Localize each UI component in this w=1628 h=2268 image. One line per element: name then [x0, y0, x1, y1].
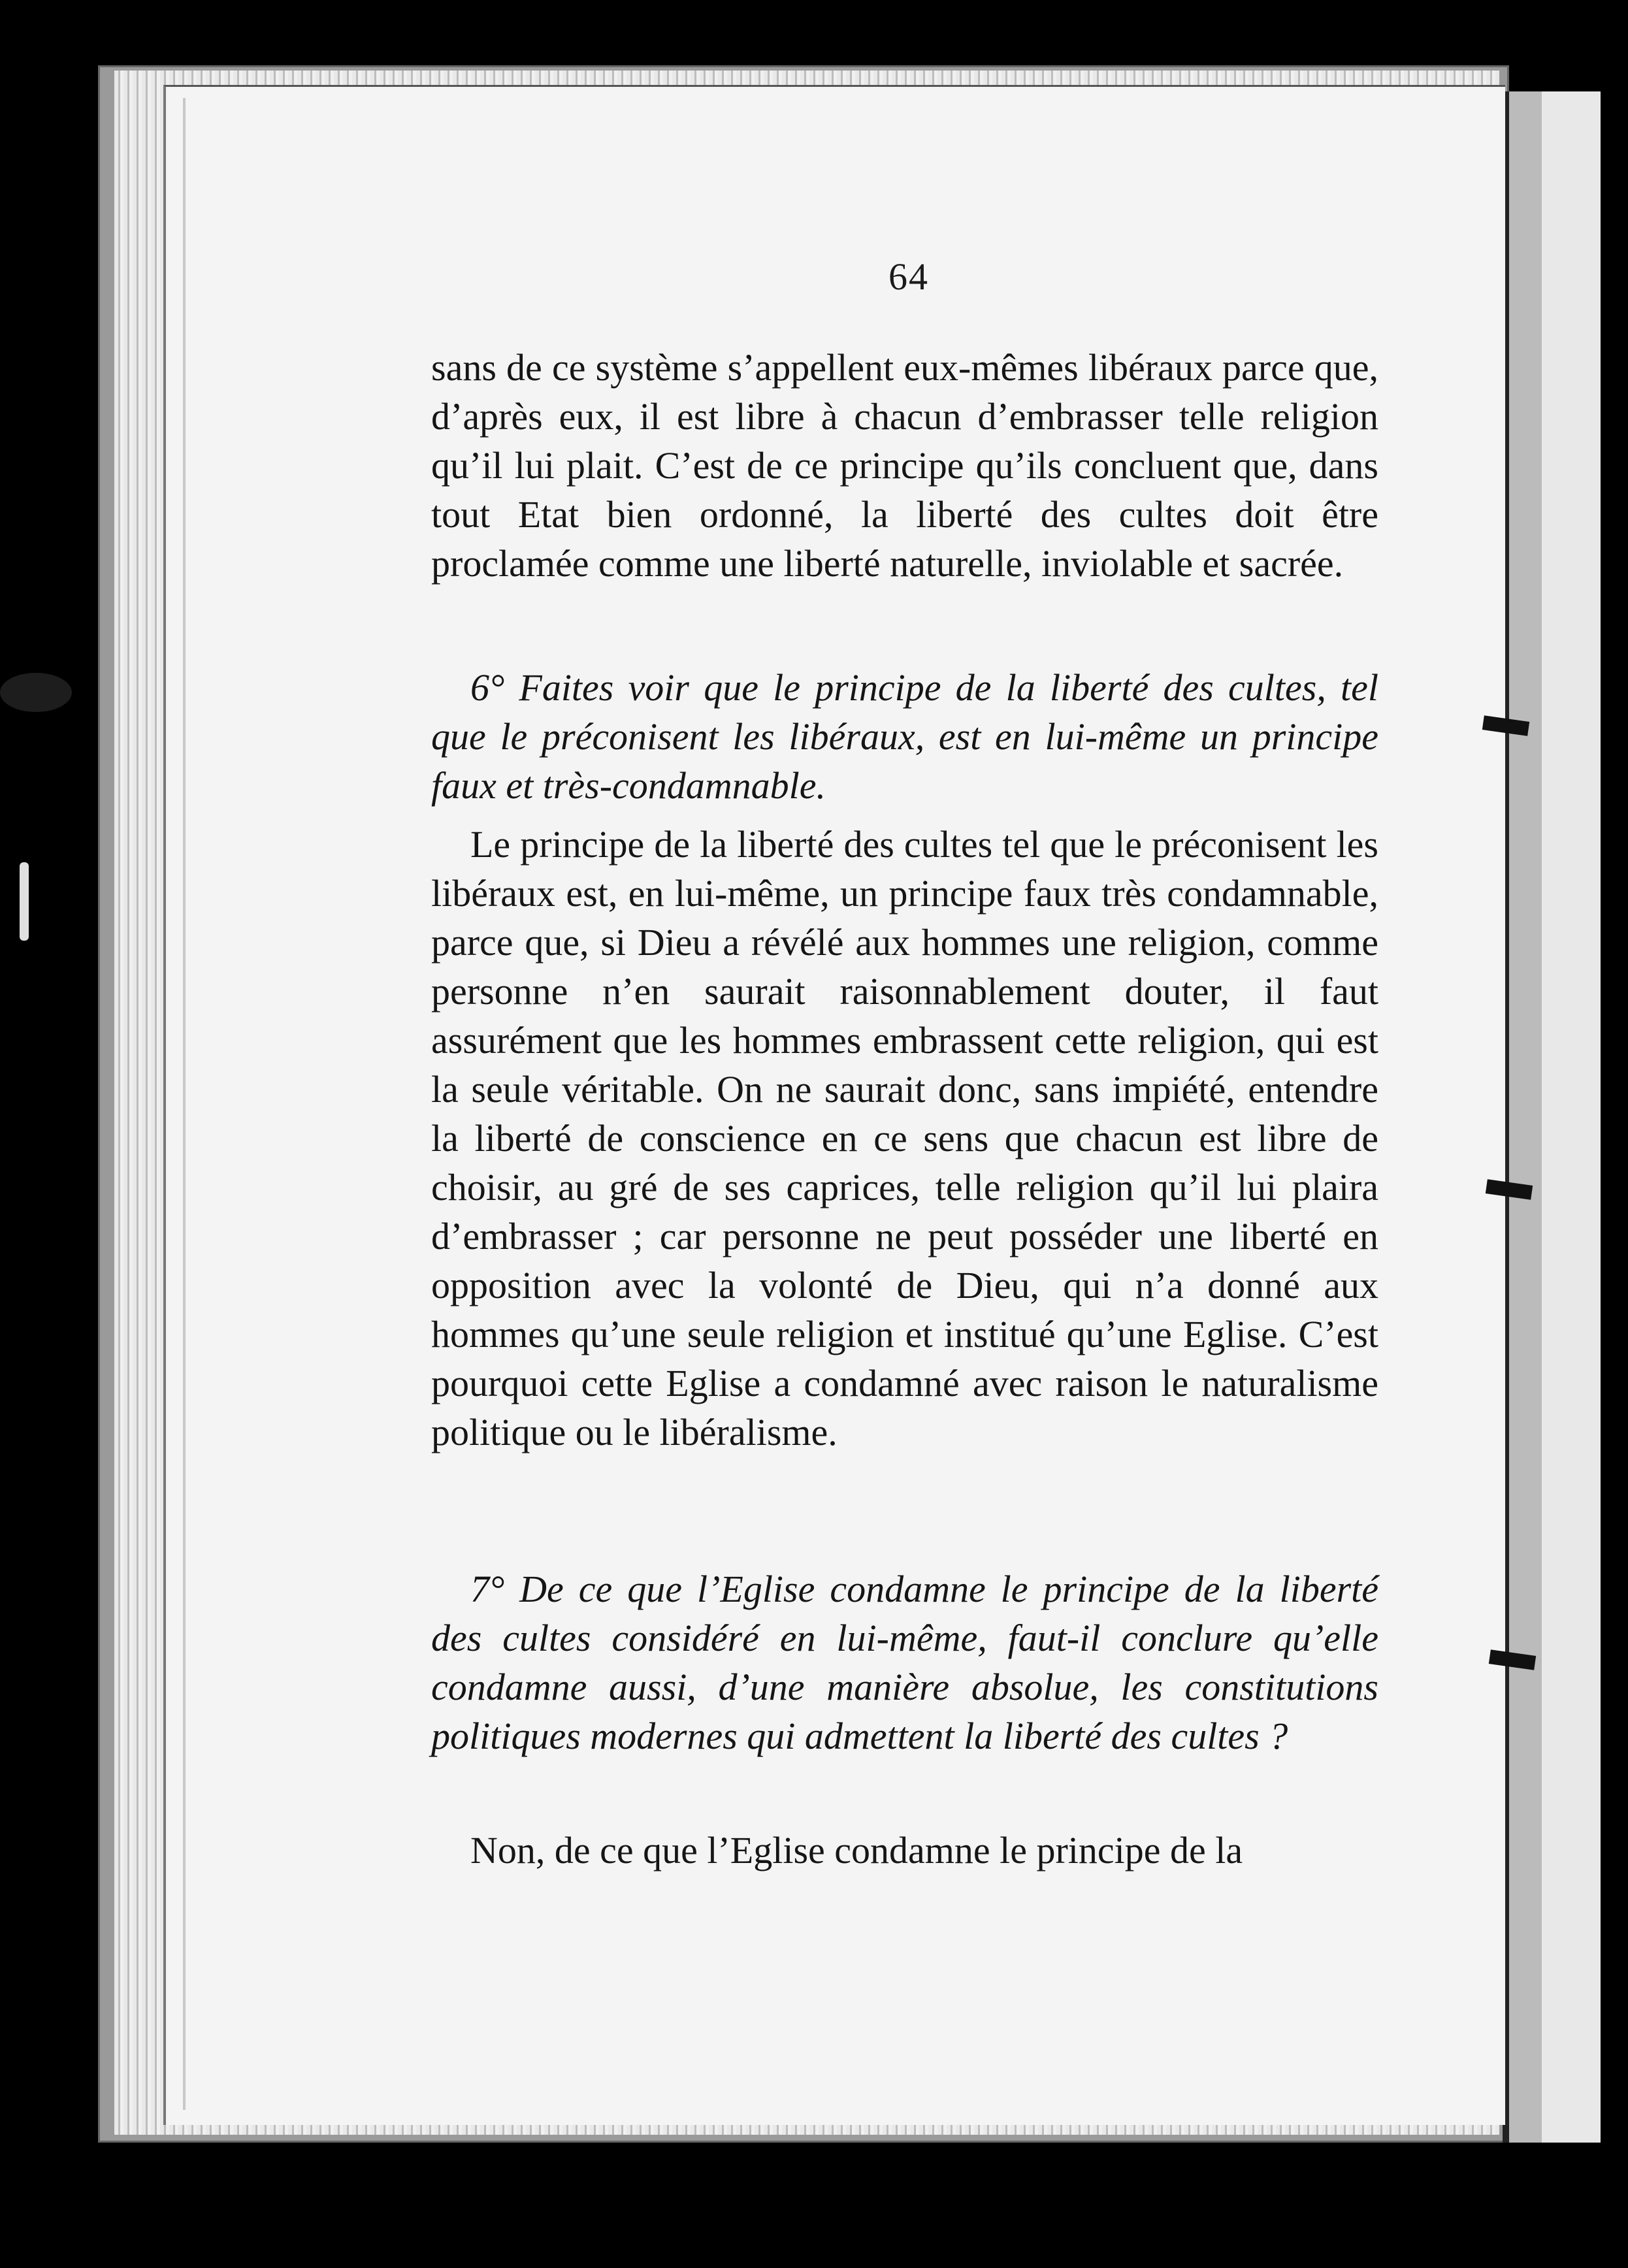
facing-page-edge	[1503, 91, 1601, 2143]
paragraph: sans de ce système s’appellent eux-mêmes libéraux parce que, d’après eux, il est libre à chacun d’embrasser telle religion qu’il lui plait. C’est de ce principe qu’ils concluent que, dans tout Etat bien ordonné, la liberté des cultes doit être proclamée comme une liberté naturelle, inviolable et sacrée.	[431, 346, 1378, 585]
page-number: 64	[888, 255, 929, 298]
question-heading: 7° De ce que l’Eglise condamne le principe de la liberté des cultes considéré en lui-même, faut-il conclure qu’elle condamne aussi, d’une manière absolue, les constitutions politiques modernes qui admettent la liberté des cultes ?	[431, 1568, 1378, 1757]
ink-speck	[0, 673, 72, 712]
gutter-shadow	[183, 98, 186, 2110]
paragraph: Le principe de la liberté des cultes tel que le préconisent les libéraux est, en lui-même, un principe faux très condamnable, parce que, si Dieu a révélé aux hommes une religion, comme personne n’en saurait raisonnablement douter, il faut assurément que les hommes embrassent cette religion, qui est la seule véritable. On ne saurait donc, sans impiété, entendre la liberté de conscience en ce sens que chacun est libre de choisir, au gré de ses caprices, telle religion qu’il lui plaira d’embrasser ; car personne ne peut posséder une liberté en opposition avec la volonté de Dieu, qui n’a donné aux hommes qu’une seule religion et institué qu’une Eglise. C’est pourquoi cette Eglise a condamné avec raison le naturalisme politique ou le libéralisme.	[431, 823, 1378, 1453]
question-heading: 6° Faites voir que le principe de la liberté des cultes, tel que le préconisent les libéraux, est en lui-même un principe faux et très-condamnable.	[431, 666, 1378, 807]
ink-speck	[20, 862, 29, 941]
paragraph: Non, de ce que l’Eglise condamne le principe de la	[470, 1829, 1243, 1871]
